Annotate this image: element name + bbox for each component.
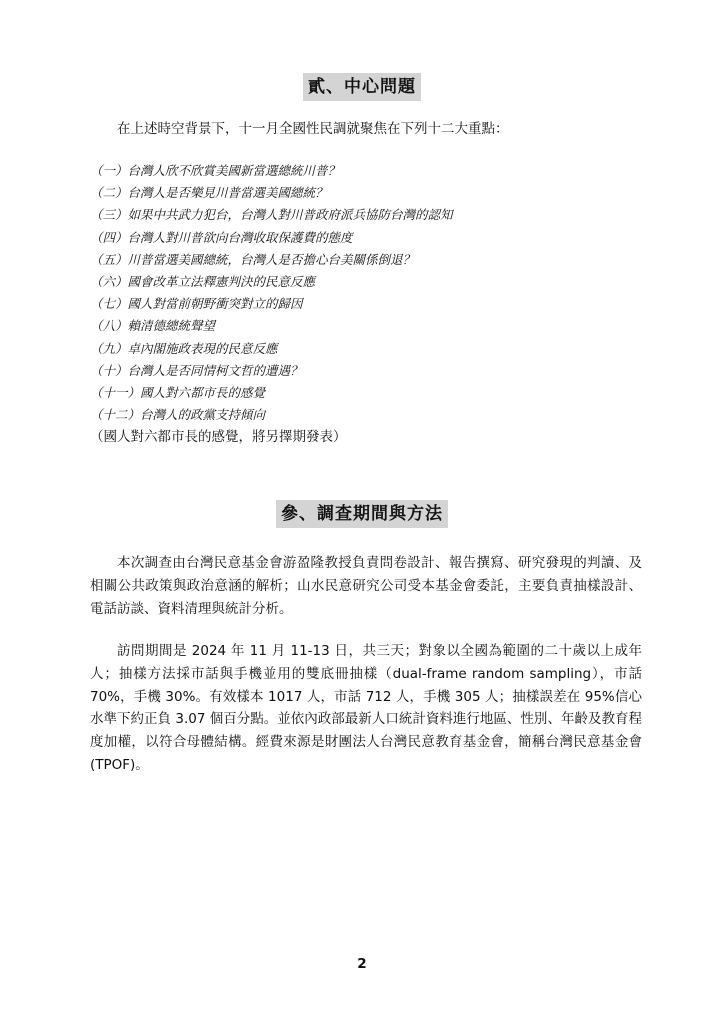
method-paragraph-2: 訪問期間是 2024 年 11 月 11-13 日，共三天；對象以全國為範圍的二十歲以上成年人；抽樣方法採市話與手機並用的雙底冊抽樣（dual-frame random sampling），市話 70%，手機 30%。有效樣本 1017 人，市話 712 人，手機 305 人；抽樣誤差在 95%信心水準下約正負 3.07 個百分點。並依內政部最新人口統計資料進行地區、性別、年齡及教育程度加權，以符合母體結構。經費來源是財團法人台灣民意教育基金會，簡稱台灣民意基金會(TPOF)。 bbox=[90, 643, 642, 773]
question-item: （九）卓內閣施政表現的民意反應 bbox=[90, 340, 278, 356]
question-item: （六）國會改革立法釋憲判決的民意反應 bbox=[90, 273, 316, 289]
question-item: （十二）台灣人的政黨支持傾向 bbox=[90, 407, 266, 423]
question-item: （五）川普當選美國總統，台灣人是否擔心台美關係倒退？ bbox=[90, 251, 416, 267]
question-item: （十）台灣人是否同情柯文哲的遭遇？ bbox=[90, 362, 303, 378]
question-item: （七）國人對當前朝野衝突對立的歸因 bbox=[90, 296, 303, 312]
question-item: （一）台灣人欣不欣賞美國新當選總統川普？ bbox=[90, 163, 341, 178]
method-paragraph-1: 本次調查由台灣民意基金會游盈隆教授負責問卷設計、報告撰寫、研究發現的判讀、及相關公共政策與政治意涵的解析；山水民意研究公司受本基金會委託，主要負責抽樣設計、電話訪談、資料清理與統計分析。 bbox=[90, 555, 642, 617]
section-heading-survey-method: 參、調查期間與方法 bbox=[276, 500, 448, 528]
question-item: （三）如果中共武力犯台，台灣人對川普政府派兵協防台灣的認知 bbox=[90, 207, 453, 223]
question-item: （八）賴清德總統聲望 bbox=[90, 318, 216, 334]
section-heading-central-questions: 貳、中心問題 bbox=[303, 73, 421, 101]
question-item: （十一）國人對六都市長的感覺 bbox=[90, 384, 266, 400]
question-item: （二）台灣人是否樂見川普當選美國總統？ bbox=[90, 185, 328, 201]
section-intro: 在上述時空背景下，十一月全國性民調就聚焦在下列十二大重點： bbox=[117, 121, 509, 137]
page-number: 2 bbox=[357, 956, 367, 972]
question-list bbox=[90, 160, 453, 426]
question-item: （四）台灣人對川普欲向台灣收取保護費的態度 bbox=[90, 229, 353, 245]
list-note: （國人對六都市長的感覺，將另擇期發表） bbox=[90, 429, 347, 445]
